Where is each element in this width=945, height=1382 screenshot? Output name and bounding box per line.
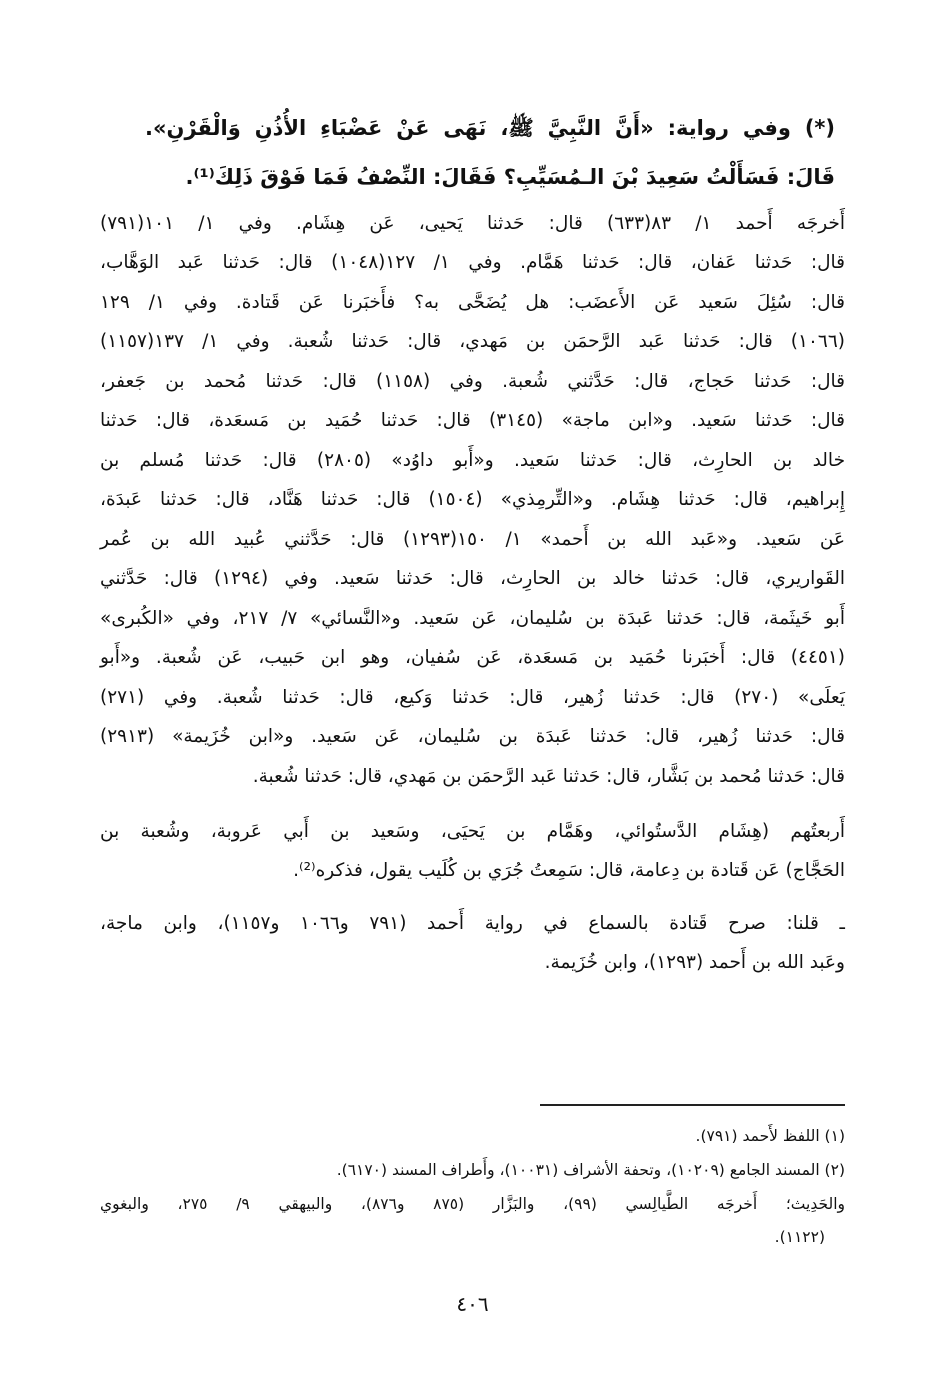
footnote-separator	[540, 1104, 845, 1106]
footnote-2-end: (١١٢٢).	[774, 1228, 825, 1246]
text-line: خالد بن الحارِث، قال: حَدثنا سَعيد. و«أَبو داوُد» (٢٨٠٥) قال: حَدثنا مُسلم بن	[100, 450, 845, 471]
text-line: أَخرجَه أَحمد ١/ ٨٣(٦٣٣) قال: حَدثنا يَحيى، عَن هِشَام. وفي ١/ ١٠١(٧٩١)	[100, 213, 845, 234]
text-line: أَربعتُهم (هِشَام الدَّستُوائي، وهَمَّام بن يَحيَى، وسَعيد بن أَبي عَروبة، وشُعبة بن	[100, 821, 845, 842]
text-line: وعَبد الله بن أَحمد (١٢٩٣)، وابن خُزَيمة.	[544, 952, 845, 973]
text-line: قال: حَدثنا مُحمد بن بَشَّار، قال: حَدثنا عَبد الرَّحمَن بن مَهدي، قال: حَدثنا شُعبة.	[252, 766, 845, 787]
text-line: قال: حَدثنا حَجاج، قال: حَدَّثني شُعبة. وفي (١١٥٨) قال: حَدثنا مُحمد بن جَعفر،	[100, 371, 845, 392]
text-line: (٤٤٥١) قال: أَخبَرنا حُمَيد بن مَسعَدة، عَن سُفيان، وهو ابن حَبيب، عَن شُعبة. و«أَبو	[100, 647, 845, 668]
text-line: قال: سُئِلَ سَعيد عَن الأَعضَب: هل يُضَحَّى به؟ فأَخبَرنا عَن قَتادة. وفي ١/ ١٢٩	[100, 292, 845, 313]
text-line: يَعلَى» (٢٧٠) قال: حَدثنا زُهير، قال: حَدثنا وَكيع، قال: حَدثنا شُعبة. وفي (٢٧١)	[100, 687, 845, 708]
text-line: قال: حَدثنا زُهير، قال: حَدثنا عَبدَة بن سُليمان، عَن سَعيد. و«ابن خُزَيمة» (٢٩١٣)	[100, 726, 845, 747]
text-line: أَبو خَيثَمة، قال: حَدثنا عَبدَة بن سُليمان، عَن سَعيد. و«النَّسائي» ٧/ ٢١٧، وفي «الكُبرى»	[100, 608, 845, 629]
footnote-2: (٢) المسند الجامع (١٠٢٠٩)، وتحفة الأشراف (١٠٠٣١)، وأَطراف المسند (٦١٧٠).	[336, 1161, 845, 1179]
text-line: عَن سَعيد. و«عَبد الله بن أَحمد» ١/ ١٥٠(١٢٩٣) قال: حَدَّثني عُبيد الله بن عُمر	[100, 529, 845, 550]
text-line: قال: حَدثنا عَفان، قال: حَدثنا هَمَّام. وفي ١/ ١٢٧(١٠٤٨) قال: حَدثنا عَبد الوَهَّاب،	[100, 252, 845, 273]
footnote-1: (١) اللفظ لأَحمد (٧٩١).	[695, 1127, 845, 1145]
text-line: ـ قلنا: صرح قَتادة بالسماع في رواية أَحمد (٧٩١ و١٠٦٦ و١١٥٧)، وابن ماجة،	[100, 913, 845, 934]
text-line: القَواريري، قال: حَدثنا خالد بن الحارِث، قال: حَدثنا سَعيد. وفي (١٢٩٤) قال: حَدَّثني	[100, 568, 846, 589]
footnote-2-continued: والحَدِيث؛ أَخرجَه الطَّيالِسي (٩٩)، والبَزَّار (٨٧٥ و٨٧٦)، والبيهقي ٩/ ٢٧٥، والبغوي	[100, 1195, 845, 1213]
text-line: (١٠٦٦) قال: حَدثنا عَبد الرَّحمَن بن مَهدي، قال: حَدثنا شُعبة. وفي ١/ ١٣٧(١١٥٧)	[100, 331, 845, 352]
hadith-question-line: قَالَ: فَسَأَلْتُ سَعِيدَ بْنَ الـمُسَيِّبِ؟ فَقَالَ: النِّصْفُ فَمَا فَوْقَ ذَلِكَ⁽¹⁾.	[185, 165, 835, 189]
text-line: الحَجَّاج) عَن قَتادة بن دِعامة، قال: سَمِعتُ جُرَي بن كُلَيب يقول، فذكره⁽²⁾.	[293, 860, 845, 881]
text-line: قال: حَدثنا سَعيد. و«ابن ماجة» (٣١٤٥) قال: حَدثنا حُمَيد بن مَسعَدة، قال: حَدثنا	[100, 410, 846, 431]
page-number: ٤٠٦	[456, 1292, 489, 1316]
hadith-variant-line: (*) وفي رواية: «أَنَّ النَّبِيَّ ﷺ، نَهَى عَنْ عَضْبَاءِ الأُذُنِ وَالْقَرْنِ».	[145, 116, 835, 140]
text-line: إِبراهيم، قال: حَدثنا هِشَام. و«التِّرمِذي» (١٥٠٤) قال: حَدثنا هَنَّاد، قال: حَدثنا عَبدَة،	[100, 489, 845, 510]
